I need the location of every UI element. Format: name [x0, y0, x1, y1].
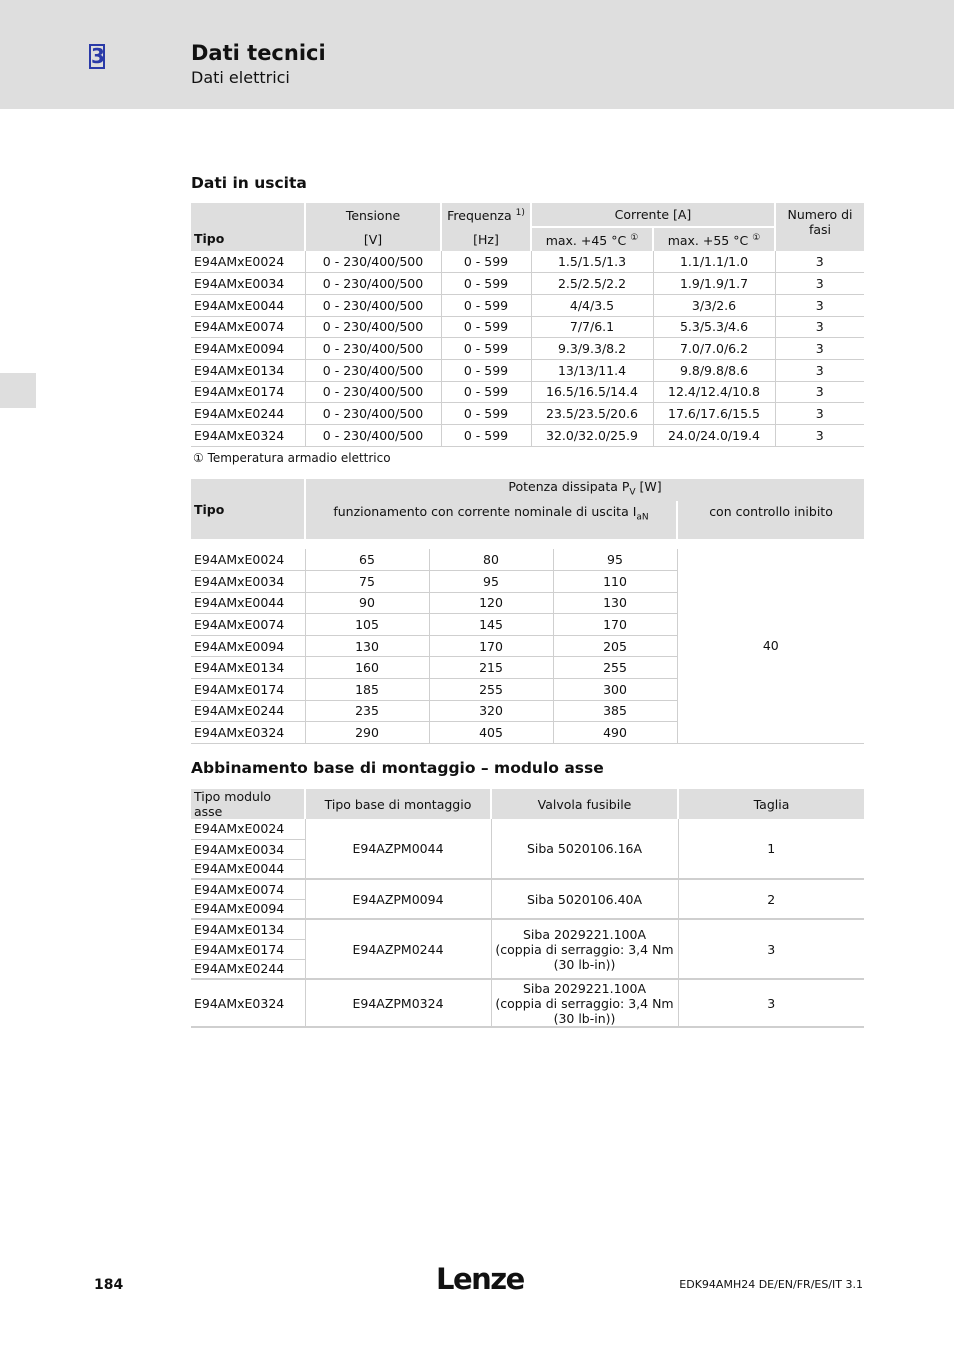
- col-header-frequenza-unit: [Hz]: [441, 227, 531, 251]
- col-header-taglia: Taglia: [678, 789, 864, 819]
- table-cell: 255: [429, 679, 553, 701]
- table-row: [191, 819, 864, 839]
- header-band: [0, 0, 954, 109]
- table-cell: 3: [775, 403, 864, 425]
- table-cell: 120: [429, 592, 553, 614]
- col-header-fasi: Numero di fasi: [775, 203, 864, 251]
- table-cell: E94AMxE0324: [191, 425, 305, 447]
- col-header-corrente: Corrente [A]: [531, 203, 775, 227]
- table-cell: 3: [775, 273, 864, 295]
- footnote-temperature: ① Temperatura armadio elettrico: [193, 451, 391, 465]
- table-cell: 205: [553, 635, 677, 657]
- table-cell: 1.9/1.9/1.7: [653, 273, 775, 295]
- table-cell: 255: [553, 657, 677, 679]
- lenze-logo: Lenze: [436, 1262, 524, 1296]
- col-header-inibito: con controllo inibito: [677, 501, 864, 539]
- module-type-cell: E94AMxE0094: [191, 899, 305, 919]
- table-cell: 4/4/3.5: [531, 294, 653, 316]
- base-type-cell: E94AZPM0324: [305, 979, 491, 1027]
- table-cell: 290: [305, 722, 429, 744]
- size-cell: 1: [678, 819, 864, 879]
- table-cell: 0 - 599: [441, 403, 531, 425]
- col-header-tensione-unit: [V]: [305, 227, 441, 251]
- power-loss-table: [191, 479, 864, 744]
- module-type-cell: E94AMxE0034: [191, 839, 305, 859]
- table-cell: 3: [775, 251, 864, 273]
- table-cell: E94AMxE0034: [191, 571, 305, 593]
- table-cell: 0 - 599: [441, 359, 531, 381]
- base-type-cell: E94AZPM0094: [305, 879, 491, 919]
- fuse-cell: [491, 819, 678, 879]
- table-cell: E94AMxE0074: [191, 316, 305, 338]
- module-type-cell: E94AMxE0024: [191, 819, 305, 839]
- table-cell: 170: [553, 614, 677, 636]
- table-cell: 13/13/11.4: [531, 359, 653, 381]
- fuse-line: (coppia di serraggio: 3,4 Nm: [495, 995, 674, 1011]
- table-cell: E94AMxE0044: [191, 294, 305, 316]
- table-row: [191, 403, 864, 425]
- table-cell: 3/3/2.6: [653, 294, 775, 316]
- table-cell: E94AMxE0024: [191, 549, 305, 571]
- col-header-tipo: Tipo: [194, 231, 225, 246]
- table-row: [191, 979, 864, 1027]
- table-cell: E94AMxE0174: [191, 381, 305, 403]
- table-cell: 0 - 230/400/500: [305, 273, 441, 295]
- table-cell: 3: [775, 359, 864, 381]
- table-cell: E94AMxE0134: [191, 359, 305, 381]
- fuse-line: (coppia di serraggio: 3,4 Nm: [495, 941, 674, 957]
- col-header-max55: max. +55 °C ①: [653, 227, 775, 251]
- page-subtitle: Dati elettrici: [191, 68, 290, 87]
- table-cell: 1.5/1.5/1.3: [531, 251, 653, 273]
- table-cell: 3: [775, 338, 864, 360]
- table-cell: 0 - 230/400/500: [305, 294, 441, 316]
- table-cell: 1.1/1.1/1.0: [653, 251, 775, 273]
- table-row: [191, 251, 864, 273]
- fuse-line: Siba 5020106.16A: [526, 841, 643, 856]
- table-cell: E94AMxE0044: [191, 592, 305, 614]
- module-type-cell: E94AMxE0324: [191, 979, 305, 1027]
- table-cell: 7/7/6.1: [531, 316, 653, 338]
- mounting-table: [191, 789, 864, 1028]
- table-cell: E94AMxE0244: [191, 700, 305, 722]
- table-row: [191, 273, 864, 295]
- col-header-base: Tipo base di montaggio: [305, 789, 491, 819]
- module-type-cell: E94AMxE0244: [191, 959, 305, 979]
- section-title-output: Dati in uscita: [191, 174, 307, 192]
- table-row: [191, 338, 864, 360]
- table-cell: 0 - 599: [441, 381, 531, 403]
- table-cell: 0 - 230/400/500: [305, 359, 441, 381]
- table-cell: E94AMxE0324: [191, 722, 305, 744]
- table-cell: 23.5/23.5/20.6: [531, 403, 653, 425]
- table-cell: 65: [305, 549, 429, 571]
- table-cell: E94AMxE0024: [191, 251, 305, 273]
- table-cell: 12.4/12.4/10.8: [653, 381, 775, 403]
- col-header-frequenza: Frequenza $^{1)}$: [441, 203, 531, 227]
- table-cell: 16.5/16.5/14.4: [531, 381, 653, 403]
- table-cell: 160: [305, 657, 429, 679]
- table-row: [191, 879, 864, 899]
- table-cell: 17.6/17.6/15.5: [653, 403, 775, 425]
- fuse-line: Siba 5020106.40A: [526, 891, 643, 907]
- fuse-cell: [491, 879, 678, 919]
- chapter-side-tab: [0, 373, 36, 408]
- table-cell: 75: [305, 571, 429, 593]
- table-cell: 110: [553, 571, 677, 593]
- size-cell: 3: [678, 979, 864, 1027]
- table-cell: 0 - 599: [441, 273, 531, 295]
- table-cell: 0 - 599: [441, 316, 531, 338]
- table-cell: 145: [429, 614, 553, 636]
- table-row: [191, 425, 864, 447]
- table-cell: 32.0/32.0/25.9: [531, 425, 653, 447]
- fuse-cell: [491, 979, 678, 1027]
- table-cell: 3: [775, 316, 864, 338]
- table-cell: 130: [553, 592, 677, 614]
- table-cell: 0 - 230/400/500: [305, 381, 441, 403]
- col-header-valvola: Valvola fusibile: [491, 789, 678, 819]
- module-type-cell: E94AMxE0044: [191, 859, 305, 879]
- table-cell: 130: [305, 635, 429, 657]
- table-cell: 185: [305, 679, 429, 701]
- document-id: EDK94AMH24 DE/EN/FR/ES/IT 3.1: [679, 1278, 863, 1291]
- table-row: [191, 549, 864, 571]
- table-cell: 320: [429, 700, 553, 722]
- table-cell: 215: [429, 657, 553, 679]
- table-cell: 170: [429, 635, 553, 657]
- table-cell: 300: [553, 679, 677, 701]
- size-cell: 3: [678, 919, 864, 979]
- table-cell: 405: [429, 722, 553, 744]
- col-header-tipo-power: Tipo: [194, 501, 225, 517]
- fuse-line: (30 lb-in)): [553, 956, 616, 972]
- table-cell: 2.5/2.5/2.2: [531, 273, 653, 295]
- output-data-table: [191, 203, 864, 447]
- table-cell: E94AMxE0074: [191, 614, 305, 636]
- table-cell: 0 - 230/400/500: [305, 316, 441, 338]
- col-header-funzionamento: funzionamento con corrente nominale di uscita $I_{aN}$: [305, 501, 677, 539]
- table-cell: 95: [553, 549, 677, 571]
- col-header-tensione: Tensione: [305, 203, 441, 227]
- table-cell: 3: [775, 381, 864, 403]
- module-type-cell: E94AMxE0174: [191, 939, 305, 959]
- table-cell: 0 - 599: [441, 251, 531, 273]
- table-cell: 5.3/5.3/4.6: [653, 316, 775, 338]
- table-cell: 0 - 599: [441, 294, 531, 316]
- table-cell: 0 - 599: [441, 338, 531, 360]
- table-cell: 235: [305, 700, 429, 722]
- table-cell: E94AMxE0174: [191, 679, 305, 701]
- col-header-modulo: Tipo modulo asse: [194, 789, 272, 819]
- page-title: Dati tecnici: [191, 41, 326, 65]
- base-type-cell: E94AZPM0244: [305, 919, 491, 979]
- col-header-potenza: Potenza dissipata $P_V$ [W]: [305, 479, 864, 501]
- size-cell: 2: [678, 879, 864, 919]
- table-cell: 90: [305, 592, 429, 614]
- table-cell: 80: [429, 549, 553, 571]
- table-cell: E94AMxE0034: [191, 273, 305, 295]
- fuse-line: Siba 2029221.100A: [522, 926, 647, 942]
- page-number: 184: [94, 1277, 124, 1293]
- base-type-cell: E94AZPM0044: [305, 819, 491, 879]
- table-row: [191, 381, 864, 403]
- table-cell: 0 - 230/400/500: [305, 338, 441, 360]
- table-cell: 105: [305, 614, 429, 636]
- table-cell: 95: [429, 571, 553, 593]
- module-type-cell: E94AMxE0074: [191, 879, 305, 899]
- table-cell: 0 - 230/400/500: [305, 403, 441, 425]
- table-cell: 3: [775, 294, 864, 316]
- table-cell: 24.0/24.0/19.4: [653, 425, 775, 447]
- table-cell: 3: [775, 425, 864, 447]
- table-row: [191, 919, 864, 939]
- table-cell: E94AMxE0134: [191, 657, 305, 679]
- fuse-line: Siba 2029221.100A: [522, 980, 647, 996]
- table-cell: 9.8/9.8/8.6: [653, 359, 775, 381]
- chapter-number[interactable]: 3: [91, 44, 105, 68]
- table-cell: 385: [553, 700, 677, 722]
- table-cell: E94AMxE0094: [191, 338, 305, 360]
- table-cell: 490: [553, 722, 677, 744]
- section-title-mounting: Abbinamento base di montaggio – modulo asse: [191, 759, 604, 777]
- table-cell: E94AMxE0244: [191, 403, 305, 425]
- table-cell: 0 - 230/400/500: [305, 425, 441, 447]
- table-cell: E94AMxE0094: [191, 635, 305, 657]
- table-cell: 0 - 230/400/500: [305, 251, 441, 273]
- table-cell: 9.3/9.3/8.2: [531, 338, 653, 360]
- table-cell: 0 - 599: [441, 425, 531, 447]
- inhibited-value: 40: [677, 549, 864, 743]
- fuse-line: (30 lb-in)): [553, 1010, 616, 1026]
- module-type-cell: E94AMxE0134: [191, 919, 305, 939]
- col-header-max45: max. +45 °C ①: [531, 227, 653, 251]
- table-row: [191, 359, 864, 381]
- table-cell: 7.0/7.0/6.2: [653, 338, 775, 360]
- table-row: [191, 316, 864, 338]
- table-row: [191, 294, 864, 316]
- fuse-cell: [491, 919, 678, 979]
